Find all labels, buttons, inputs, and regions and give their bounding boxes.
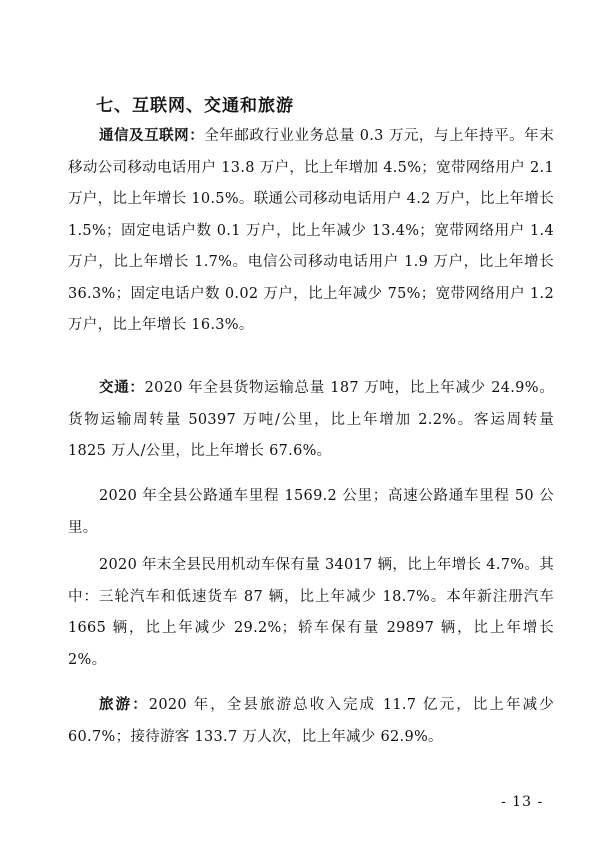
paragraph-lead-tourism: 旅游： — [99, 697, 149, 713]
paragraph-text-tourism: 2020 年，全县旅游总收入完成 11.7 亿元，比上年减少 60.7%；接待游客 133.7 万人次，比上年减少 62.9%。 — [68, 697, 555, 745]
paragraph-text-transport: 2020 年全县货物运输总量 187 万吨，比上年减少 24.9%。货物运输周转量 50397 万吨/公里，比上年增加 2.2%。客运周转量 1825 万人/公里，比上年增长 67.6%。 — [68, 380, 554, 459]
paragraph-transport — [68, 373, 554, 468]
paragraph-text-roads: 2020 年全县公路通车里程 1569.2 公里；高速公路通车里程 50 公里。 — [68, 488, 554, 536]
paragraph-tourism — [68, 690, 554, 753]
paragraph-lead-telecom: 通信及互联网： — [99, 128, 205, 144]
paragraph-lead-transport: 交通： — [99, 380, 145, 396]
section-heading: 七、互联网、交通和旅游 — [96, 96, 294, 116]
paragraph-telecom — [68, 121, 554, 342]
paragraph-vehicles — [68, 550, 554, 676]
page-number: - 13 - — [501, 794, 544, 810]
paragraph-roads — [68, 481, 554, 544]
paragraph-text-telecom: 全年邮政行业业务总量 0.3 万元，与上年持平。年末移动公司移动电话用户 13.8 万户，比上年增加 4.5%；宽带网络用户 2.1 万户，比上年增长 10.5%。联通公司移动电话用户 4.2 万户，比上年增长 1.5%；固定电话户数 0.1 万户，比上年减少 13.4%；宽带网络用户 1.4 万户，比上年增长 1.7%。电信公司移动电话用户 1.9 万户，比上年增长 36.3%；固定电话户数 0.02 万户，比上年减少 75%；宽带网络用户 1.2 万户，比上年增长 16.3%。 — [68, 128, 554, 333]
paragraph-text-vehicles: 2020 年末全县民用机动车保有量 34017 辆，比上年增长 4.7%。其中：三轮汽车和低速货车 87 辆，比上年减少 18.7%。本年新注册汽车 1665 辆，比上年减少 29.2%；轿车保有量 29897 辆，比上年增长 2%。 — [68, 557, 554, 668]
